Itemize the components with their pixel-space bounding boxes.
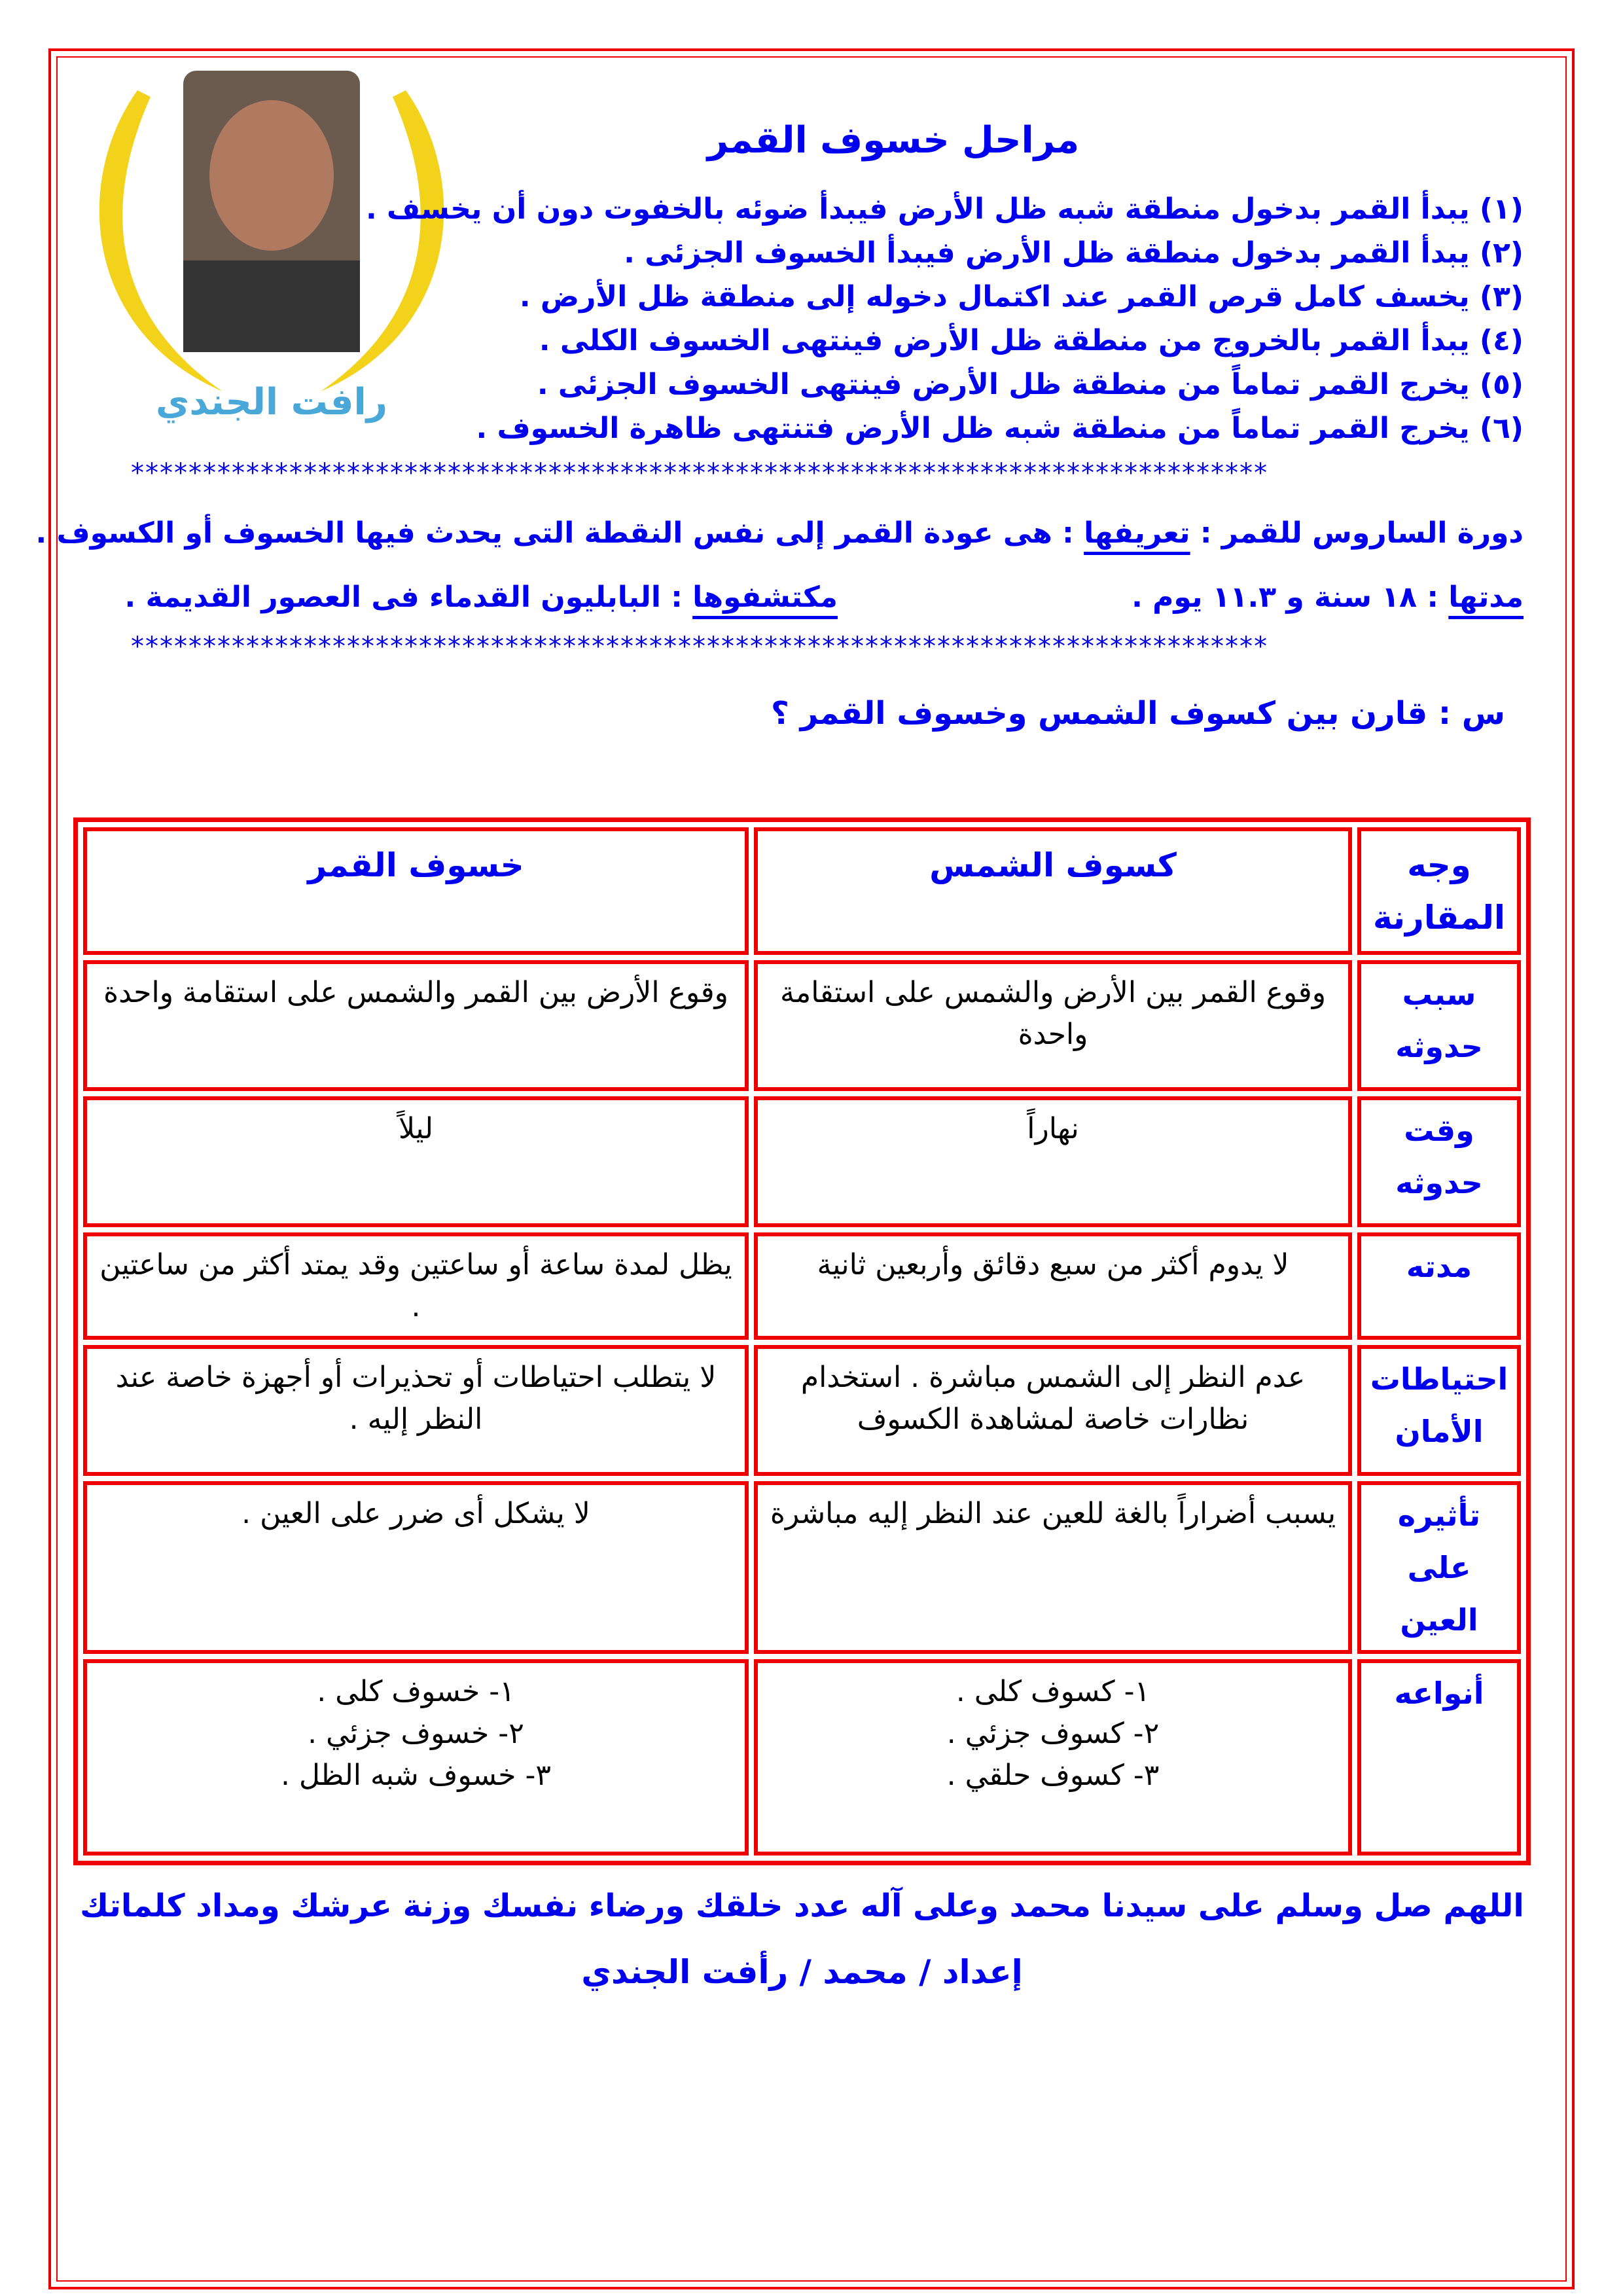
- comparison-table: [73, 817, 1531, 1865]
- cell-solar: ١- كسوف كلى . ٢- كسوف جزئي . ٣- كسوف حلقي .: [754, 1659, 1352, 1856]
- stars-divider-2: *******************************************************************************: [131, 632, 1268, 662]
- lower-section: [73, 817, 1531, 1994]
- discoverers-label: مكتشفوها: [692, 581, 838, 614]
- step-2: (٢) يبدأ القمر بدخول منطقة ظل الأرض فيبدأ الخسوف الجزئى .: [624, 236, 1524, 270]
- row-label: احتياطات الأمان: [1357, 1345, 1521, 1476]
- footer-prayer: اللهم صل وسلم على سيدنا محمد وعلى آله عدد خلقك ورضاء نفسك وزنة عرشك ومداد كلماتك: [80, 1888, 1524, 1924]
- duration-label: مدتها: [1448, 581, 1524, 614]
- definition-label: تعريفها: [1084, 516, 1190, 550]
- row-label: مدته: [1357, 1232, 1521, 1340]
- logo-signature: رافت الجندي: [156, 381, 387, 423]
- page-title: مراحل خسوف القمر: [707, 119, 1080, 162]
- cell-solar: لا يدوم أكثر من سبع دقائق وأربعين ثانية: [754, 1232, 1352, 1340]
- step-4: (٤) يبدأ القمر بالخروج من منطقة ظل الأرض فينتهى الخسوف الكلى .: [539, 324, 1524, 357]
- discoverers-text: : البابليون القدماء فى العصور القديمة .: [124, 581, 693, 614]
- cell-solar: وقوع القمر بين الأرض والشمس على استقامة واحدة: [754, 960, 1352, 1091]
- cell-lunar: يظل لمدة ساعة أو ساعتين وقد يمتد أكثر من ساعتين .: [83, 1232, 749, 1340]
- step-1: (١) يبدأ القمر بدخول منطقة شبه ظل الأرض فيبدأ ضوئه بالخفوت دون أن يخسف .: [365, 192, 1524, 226]
- cell-lunar: لا يشكل أى ضرر على العين .: [83, 1481, 749, 1654]
- cell-solar: يسبب أضراراً بالغة للعين عند النظر إليه مباشرة: [754, 1481, 1352, 1654]
- stars-divider: *******************************************************************************: [131, 458, 1268, 488]
- header-comparison: وجه المقارنة: [1357, 827, 1521, 955]
- definition-text: : هى عودة القمر إلى نفس النقطة التى يحدث فيها الخسوف أو الكسوف .: [35, 516, 1084, 550]
- header-solar-eclipse: كسوف الشمس: [754, 827, 1352, 955]
- duration-text: : ١٨ سنة و ١١.٣ يوم .: [1132, 581, 1449, 614]
- saros-discoverers: [125, 578, 838, 617]
- footer-author: إعداد / محمد / رأفت الجندي: [581, 1953, 1023, 1991]
- table-row: [83, 1481, 1521, 1654]
- table-row: [83, 1232, 1521, 1340]
- step-5: (٥) يخرج القمر تماماً من منطقة ظل الأرض فينتهى الخسوف الجزئى .: [537, 368, 1524, 401]
- header-lunar-eclipse: خسوف القمر: [83, 827, 749, 955]
- question: س : قارن بين كسوف الشمس وخسوف القمر ؟: [771, 695, 1505, 732]
- step-3: (٣) يخسف كامل قرص القمر عند اكتمال دخوله إلى منطقة ظل الأرض .: [519, 280, 1524, 314]
- cell-lunar: ١- خسوف كلى . ٢- خسوف جزئي . ٣- خسوف شبه الظل .: [83, 1659, 749, 1856]
- table-row: [83, 960, 1521, 1091]
- cell-solar: عدم النظر إلى الشمس مباشرة . استخدام نظارات خاصة لمشاهدة الكسوف: [754, 1345, 1352, 1476]
- saros-label: دورة الساروس للقمر :: [1190, 516, 1524, 550]
- row-label: سبب حدوثه: [1357, 960, 1521, 1091]
- table-row: [83, 1659, 1521, 1856]
- cell-lunar: لا يتطلب احتياطات أو تحذيرات أو أجهزة خاصة عند النظر إليه .: [83, 1345, 749, 1476]
- row-label: أنواعه: [1357, 1659, 1521, 1856]
- table-row: [83, 1096, 1521, 1227]
- cell-solar: نهاراً: [754, 1096, 1352, 1227]
- saros-duration: [1132, 578, 1524, 617]
- cell-lunar: ليلاً: [83, 1096, 749, 1227]
- table-row: [83, 1345, 1521, 1476]
- step-6: (٦) يخرج القمر تماماً من منطقة شبه ظل الأرض فتنتهى ظاهرة الخسوف .: [476, 412, 1524, 445]
- table-header-row: [83, 827, 1521, 955]
- author-photo-wreath: [59, 51, 484, 450]
- row-label: تأثيره على العين: [1357, 1481, 1521, 1654]
- row-label: وقت حدوثه: [1357, 1096, 1521, 1227]
- cell-lunar: وقوع الأرض بين القمر والشمس على استقامة واحدة: [83, 960, 749, 1091]
- saros-definition: [36, 514, 1524, 553]
